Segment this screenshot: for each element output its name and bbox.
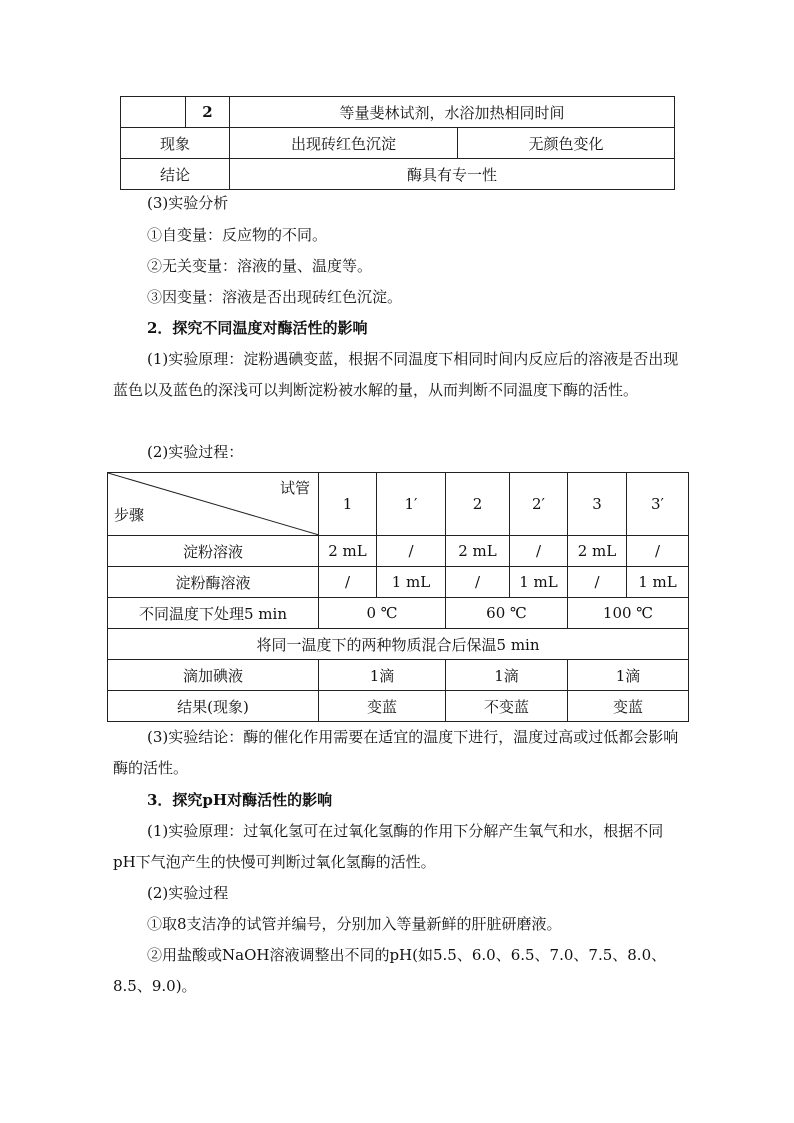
paragraph: (1)实验原理：过氧化氢可在过氧化氢酶的作用下分解产生氧气和水，根据不同pH下气泡产生的快慢可判断过氧化氢酶的活性。: [113, 822, 664, 871]
table-cell: 变蓝: [568, 691, 689, 722]
row-label: 不同温度下处理5 min: [108, 598, 319, 629]
table-cell: 2 mL: [319, 536, 377, 567]
column-header: 1′: [377, 473, 446, 536]
table-row: [108, 660, 689, 691]
table-cell: 变蓝: [319, 691, 446, 722]
table-cell: /: [319, 567, 377, 598]
paragraph: (3)实验结论：酶的催化作用需要在适宜的温度下进行，温度过高或过低都会影响酶的活性。: [113, 728, 679, 777]
table-cell: 100 ℃: [568, 598, 689, 629]
paragraph: (2)实验过程: [147, 884, 229, 902]
section-heading: 3．探究pH对酶活性的影响: [147, 791, 333, 809]
table-cell: /: [446, 567, 510, 598]
table-cell: 出现砖红色沉淀: [230, 128, 458, 159]
table-row: [121, 159, 675, 190]
analysis-item: ①自变量：反应物的不同。: [147, 226, 328, 244]
table-cell: 0 ℃: [319, 598, 446, 629]
table-cell: /: [377, 536, 446, 567]
table-cell: 1滴: [446, 660, 568, 691]
table-cell: 将同一温度下的两种物质混合后保温5 min: [108, 629, 689, 660]
table-cell: 2: [186, 97, 230, 128]
table-cell: 不变蓝: [446, 691, 568, 722]
table-cell: 1滴: [319, 660, 446, 691]
table-cell: /: [510, 536, 568, 567]
table-cell: 2 mL: [568, 536, 627, 567]
table-cell: 2 mL: [446, 536, 510, 567]
table-cell: 1 mL: [510, 567, 568, 598]
section-heading: 2．探究不同温度对酶活性的影响: [147, 319, 368, 337]
paragraph: ①取8支洁净的试管并编号，分别加入等量新鲜的肝脏研磨液。: [147, 915, 562, 933]
row-label: 淀粉溶液: [108, 536, 319, 567]
specificity-result-table: [120, 96, 675, 190]
table-cell: 1 mL: [627, 567, 689, 598]
column-header: 3′: [627, 473, 689, 536]
table-cell: 等量斐林试剂，水浴加热相同时间: [230, 97, 675, 128]
table-cell: /: [627, 536, 689, 567]
column-header: 2: [446, 473, 510, 536]
table-row: [108, 536, 689, 567]
row-label: 淀粉酶溶液: [108, 567, 319, 598]
table-row: [108, 691, 689, 722]
table-header-row: [108, 473, 689, 536]
table-row: [108, 567, 689, 598]
column-header: 1: [319, 473, 377, 536]
paragraph: (1)实验原理：淀粉遇碘变蓝，根据不同温度下相同时间内反应后的溶液是否出现蓝色以及蓝色的深浅可以判断淀粉被水解的量，从而判断不同温度下酶的活性。: [113, 350, 679, 399]
column-header: 2′: [510, 473, 568, 536]
row-label: 现象: [121, 128, 230, 159]
column-header: 3: [568, 473, 627, 536]
row-label: 结果(现象): [108, 691, 319, 722]
analysis-item: ②无关变量：溶液的量、温度等。: [147, 257, 373, 275]
table-cell: /: [568, 567, 627, 598]
table-row: [108, 629, 689, 660]
table-row: [121, 128, 675, 159]
table-cell: 60 ℃: [446, 598, 568, 629]
diag-bottom-label: 步骤: [114, 506, 145, 524]
table-row: [108, 598, 689, 629]
table-cell: [121, 97, 186, 128]
table-cell: 无颜色变化: [458, 128, 675, 159]
temperature-experiment-table: [107, 472, 689, 722]
table-cell: 1滴: [568, 660, 689, 691]
paragraph: ②用盐酸或NaOH溶液调整出不同的pH(如5.5、6.0、6.5、7.0、7.5、8.0、8.5、9.0)。: [113, 946, 667, 995]
row-label: 结论: [121, 159, 230, 190]
row-label: 滴加碘液: [108, 660, 319, 691]
table-cell: 酶具有专一性: [230, 159, 675, 190]
analysis-item: ③因变量：溶液是否出现砖红色沉淀。: [147, 288, 403, 306]
diagonal-header-cell: [108, 473, 319, 536]
paragraph: (2)实验过程：: [147, 443, 244, 461]
table-cell: 1 mL: [377, 567, 446, 598]
diag-top-label: 试管: [279, 479, 310, 497]
table-row: [121, 97, 675, 128]
analysis-heading: (3)实验分析: [147, 194, 229, 212]
